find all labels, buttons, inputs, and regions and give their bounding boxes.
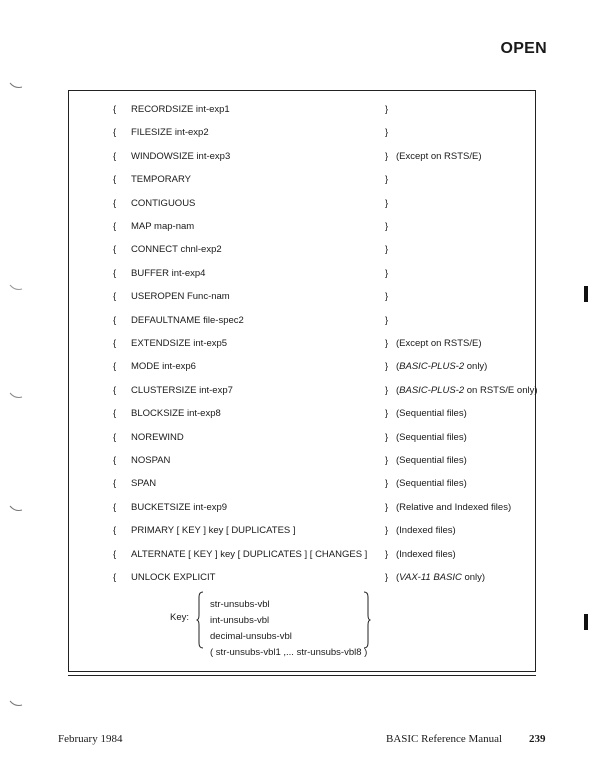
left-brace: { [113,501,117,513]
clause-row [69,524,535,538]
change-bar [584,614,588,630]
clause-row [69,267,535,281]
clause-row [69,173,535,187]
clause-text: USEROPEN Func-nam [131,291,230,303]
left-brace: { [113,221,117,232]
clause-row [69,501,535,515]
right-brace: } [385,314,389,326]
right-brace: } [385,104,389,115]
syntax-box [68,90,536,672]
clause-text: NOREWIND [131,431,184,443]
right-brace: } [385,338,389,349]
right-brace: } [385,174,389,186]
right-brace: } [385,455,389,466]
clause-note [396,571,485,585]
clause-text: ALTERNATE [ KEY ] key [ DUPLICATES ] [ CHANGES ] [131,548,368,560]
clause-note: (Sequential files) [396,431,467,443]
left-brace: { [113,478,117,490]
clause-row [69,243,535,257]
right-brace: } [385,291,389,303]
left-brace: { [113,150,117,162]
clause-note: (Relative and Indexed files) [396,501,512,513]
left-brace: { [113,548,117,560]
key-left-brace [196,591,204,649]
clause-text: RECORDSIZE int-exp1 [131,104,230,115]
page-number: 239 [529,733,546,745]
note-open-paren: ( [396,361,400,373]
page-heading: OPEN [500,40,547,57]
clause-row [69,337,535,351]
key-item-list: ( str-unsubs-vbl1 ,... str-unsubs-vbl8 ) [210,647,368,658]
clause-text: BLOCKSIZE int-exp8 [131,408,221,420]
left-brace: { [113,104,117,115]
note-italic: BASIC-PLUS-2 [399,384,465,396]
key-right-brace [363,591,371,649]
scan-mark-icon [9,80,23,90]
left-brace: { [113,408,117,420]
right-brace: } [385,267,389,279]
footer-date: February 1984 [58,733,123,745]
left-brace: { [113,127,117,139]
clause-row [69,454,535,468]
clause-row [69,290,535,304]
left-brace: { [113,384,117,396]
left-brace: { [113,455,117,466]
clause-text: FILESIZE int-exp2 [131,127,209,139]
clause-row [69,571,535,585]
scan-mark-icon [9,282,23,292]
scan-mark-icon [9,503,23,513]
note-rest: on RSTS/E only) [466,384,538,396]
right-brace: } [385,384,389,396]
right-brace: } [385,548,389,560]
right-brace: } [385,221,389,232]
right-brace: } [385,150,389,162]
clause-row [69,548,535,562]
clause-text: DEFAULTNAME file-spec2 [131,314,244,326]
clause-row [69,197,535,211]
left-brace: { [113,174,117,186]
left-brace: { [113,244,117,256]
note-italic: BASIC-PLUS-2 [399,361,465,373]
right-brace: } [385,572,389,583]
clause-note [396,384,538,398]
clause-row [69,431,535,445]
note-rest: only) [464,572,486,583]
clause-note: (Sequential files) [396,455,467,466]
clause-row [69,407,535,421]
clause-text: WINDOWSIZE int-exp3 [131,150,231,162]
clause-note: (Except on RSTS/E) [396,338,482,349]
box-bottom-rule [68,675,536,676]
note-rest: only) [466,361,488,373]
clause-text: UNLOCK EXPLICIT [131,572,216,583]
left-brace: { [113,525,117,537]
left-brace: { [113,267,117,279]
right-brace: } [385,478,389,490]
clause-row [69,220,535,234]
clause-text: MAP map-nam [131,221,195,232]
note-italic: VAX-11 BASIC [399,572,462,583]
left-brace: { [113,197,117,209]
clause-note: (Indexed files) [396,548,456,560]
clause-row [69,103,535,117]
left-brace: { [113,572,117,583]
clause-row [69,477,535,491]
clause-note: (Sequential files) [396,478,467,490]
clause-text: PRIMARY [ KEY ] key [ DUPLICATES ] [131,525,296,537]
key-item-int: int-unsubs-vbl [210,615,270,626]
clause-text: NOSPAN [131,455,171,466]
right-brace: } [385,197,389,209]
clause-text: TEMPORARY [131,174,192,186]
clause-text: CONNECT chnl-exp2 [131,244,222,256]
right-brace: } [385,127,389,139]
clause-note [396,360,487,374]
clause-row [69,150,535,164]
footer-title: BASIC Reference Manual [386,733,503,745]
right-brace: } [385,501,389,513]
key-item-decimal: decimal-unsubs-vbl [210,631,292,642]
clause-row [69,384,538,398]
clause-text: EXTENDSIZE int-exp5 [131,338,228,349]
clause-text: BUFFER int-exp4 [131,267,206,279]
clause-note: (Indexed files) [396,525,456,537]
clause-text: BUCKETSIZE int-exp9 [131,501,228,513]
right-brace: } [385,431,389,443]
clause-note: (Except on RSTS/E) [396,150,482,162]
right-brace: } [385,244,389,256]
clause-text: CLUSTERSIZE int-exp7 [131,384,233,396]
right-brace: } [385,408,389,420]
clause-note: (Sequential files) [396,408,467,420]
clause-text: SPAN [131,478,157,490]
key-label: Key: [170,612,190,623]
note-open-paren: ( [396,384,400,396]
scan-mark-icon [9,698,23,708]
clause-row [69,314,535,328]
clause-text: CONTIGUOUS [131,197,196,209]
left-brace: { [113,314,117,326]
right-brace: } [385,361,389,373]
clause-text: MODE int-exp6 [131,361,196,373]
note-open-paren: ( [396,572,400,583]
left-brace: { [113,291,117,303]
left-brace: { [113,338,117,349]
right-brace: } [385,525,389,537]
change-bar [584,286,588,302]
clause-row [69,360,535,374]
left-brace: { [113,361,117,373]
left-brace: { [113,431,117,443]
key-item-str: str-unsubs-vbl [210,599,270,610]
clause-row [69,126,535,140]
scan-mark-icon [9,390,23,400]
